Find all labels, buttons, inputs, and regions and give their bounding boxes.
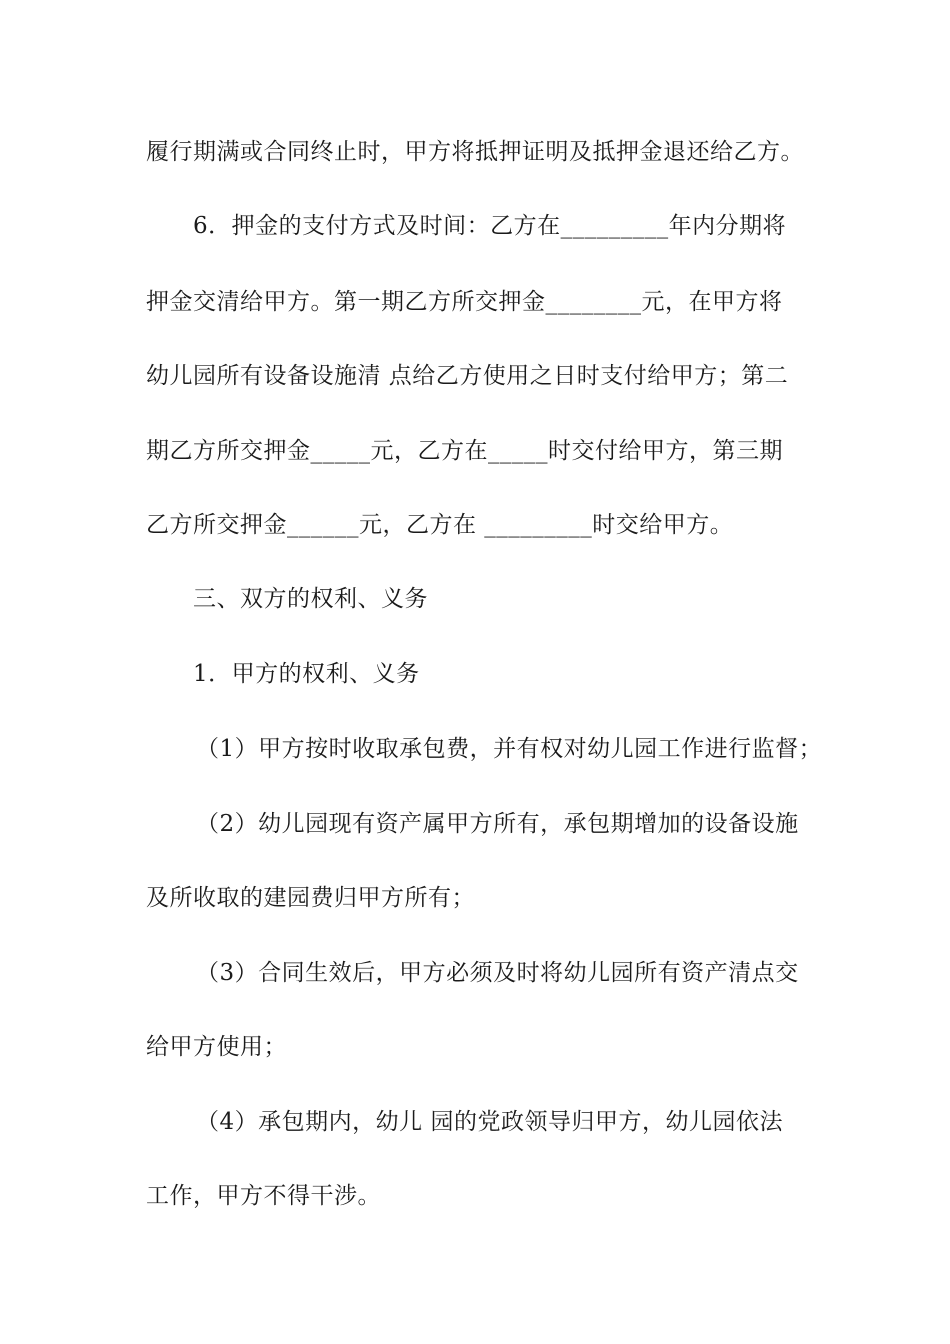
subsection-heading: 1．甲方的权利、义务 <box>193 661 420 687</box>
clause-line: 工作，甲方不得干涉。 <box>146 1183 381 1209</box>
section-heading: 三、双方的权利、义务 <box>193 586 428 612</box>
clause-line: （1）甲方按时收取承包费，并有权对幼儿园工作进行监督； <box>196 736 823 762</box>
paragraph-line: 乙方所交押金______元，乙方在 _________时交给甲方。 <box>146 512 734 538</box>
clause-line: （4）承包期内，幼儿 园的党政领导归甲方，幼儿园依法 <box>196 1109 783 1135</box>
paragraph-line: 幼儿园所有设备设施清 点给乙方使用之日时支付给甲方；第二 <box>146 363 789 389</box>
clause-line: （2）幼儿园现有资产属甲方所有，承包期增加的设备设施 <box>196 811 799 837</box>
paragraph-line: 6．押金的支付方式及时间：乙方在_________年内分期将 <box>193 213 787 239</box>
paragraph-line: 期乙方所交押金_____元，乙方在_____时交付给甲方，第三期 <box>146 438 783 464</box>
clause-line: 及所收取的建园费归甲方所有； <box>146 885 475 911</box>
clause-line: （3）合同生效后，甲方必须及时将幼儿园所有资产清点交 <box>196 960 799 986</box>
clause-line: 给甲方使用； <box>146 1034 287 1060</box>
paragraph-line: 押金交清给甲方。第一期乙方所交押金________元，在甲方将 <box>146 289 783 315</box>
paragraph-line: 履行期满或合同终止时，甲方将抵押证明及抵押金退还给乙方。 <box>146 139 804 165</box>
